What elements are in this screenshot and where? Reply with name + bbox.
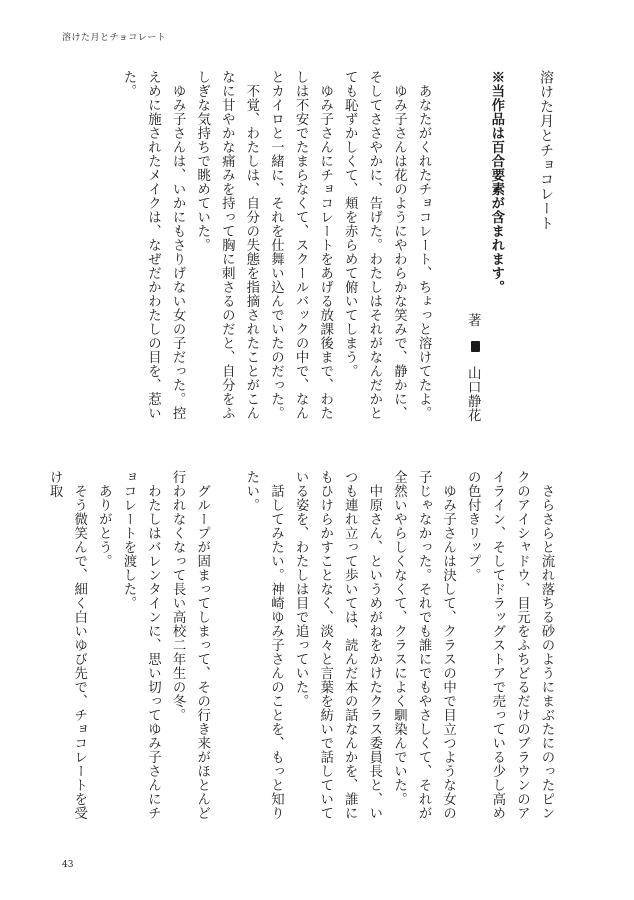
paragraph: あなたがくれたチョコレート、ちょっと溶けてたよ。 (416, 70, 432, 420)
paragraph: ありがとう。 (96, 470, 112, 568)
paragraph: ゆみ子さんは、いかにもさりげない女の子だった。控えめに施されたメイクは、なぜだかわたしの目を、惹いた。 (120, 70, 186, 420)
paragraph: ゆみ子さんは花のようにやわらかな笑みで、静かに、そしてささやかに、告げた。わたしはそれがなんだかとても恥ずかしくて、頬を赤らめて俯いてしまう。 (342, 70, 407, 420)
text-band-top (62, 70, 558, 422)
paragraph: ゆみ子さんにチョコレートをあげる放課後まで、わたしは不安でたまらなくて、スクールバックの中で、なんとカイロと一緒に、それを仕舞い込んでいたのだった。 (268, 70, 333, 420)
story-title: 溶けた月とチョコレート (538, 70, 554, 231)
text-band-bottom (47, 470, 558, 822)
blank-line (435, 70, 460, 422)
paragraph: 話してみたい。神崎ゆみ子さんのことを、もっと知りたい。 (243, 470, 284, 820)
paragraph: グループが固まってしまって、その行き来がほとんど行われなくなって長い高校二年生の冬。 (170, 470, 210, 820)
paragraph: そう微笑んで、細く白いゆび先で、チョコレートを受け取 (47, 470, 87, 820)
author-icon (471, 341, 480, 352)
page-number: 43 (62, 860, 74, 870)
content-notice: ※当作品は百合要素が含まれます。 (488, 70, 505, 294)
paragraph: 不覚、わたしは、自分の失態を指摘されたことがこんなに甘やかな痛みを持って胸に刺さるのだと、自分をふしぎな気持ちで眺めていた。 (194, 70, 259, 420)
paragraph: わたしはバレンタインに、思い切ってゆみ子さんにチョコレートを渡した。 (120, 470, 161, 820)
blank-line (509, 70, 534, 422)
paragraph: さらさらと流れ落ちる砂のようにまぶたにのったピンクのアイシャドウ、目元をふちどるだけのブラウンのアイライン、そしてドラッグストアで売っている少し高めの色付きリップ。 (465, 470, 554, 820)
blank-line (214, 470, 239, 822)
author-line (460, 70, 485, 422)
author-label: 著 (465, 313, 481, 327)
paragraph: 中原さん、というめがねをかけたクラス委員長と、いつも連れ立って歩いては、読んだ本の話なんかを、誰にもひけらかすことなく、淡々と言葉を紡いで話していている姿を、わたしは目で追っていた。 (293, 470, 382, 820)
running-header: 溶けた月とチョコレート (62, 33, 167, 43)
author-name: 山口静花 (465, 366, 481, 422)
paragraph: ゆみ子さんは決して、クラスの中で目立つような女の子じゃなかった。それでも誰にでもやさしくて、それが全然いやらしくなくて、クラスによく馴染んでいた。 (391, 470, 456, 820)
